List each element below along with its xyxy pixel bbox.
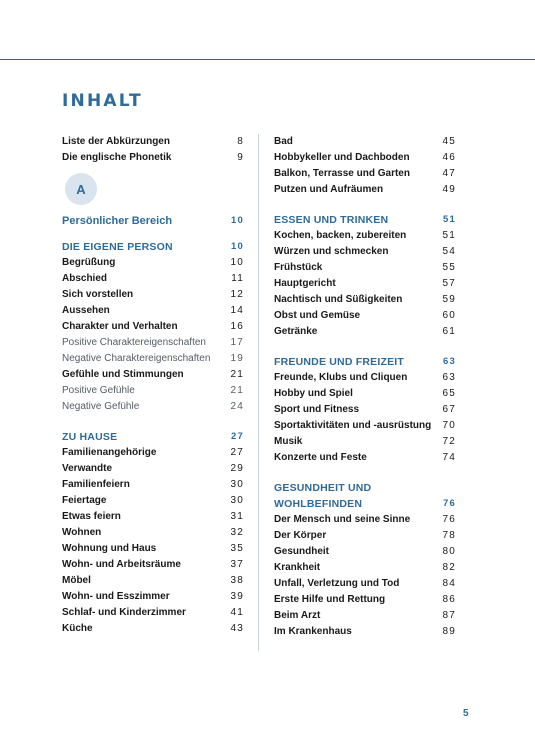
toc-left-group2: [62, 445, 244, 637]
toc-entry-page: 29: [230, 463, 244, 474]
toc-entry-page: 9: [237, 152, 244, 163]
toc-entry-label: Etwas feiern: [62, 511, 121, 522]
toc-entry-label: Negative Charaktereigenschaften: [62, 353, 211, 364]
toc-entry-label: Begrüßung: [62, 257, 116, 268]
toc-entry[interactable]: [62, 589, 244, 605]
toc-entry-page: 14: [230, 305, 244, 316]
toc-entry-label: Nachtisch und Süßigkeiten: [274, 294, 403, 305]
toc-entry-page: 82: [442, 562, 456, 573]
toc-entry-page: 70: [442, 420, 456, 431]
spacer: [274, 340, 456, 354]
toc-entry[interactable]: [62, 525, 244, 541]
toc-section-header-line2[interactable]: [274, 496, 456, 512]
toc-entry-label: Putzen und Aufräumen: [274, 184, 384, 195]
toc-entry[interactable]: [62, 509, 244, 525]
toc-section-label: ESSEN UND TRINKEN: [274, 214, 389, 226]
toc-entry-page: 46: [442, 152, 456, 163]
toc-entry-page: 67: [442, 404, 456, 415]
toc-entry[interactable]: [62, 367, 244, 383]
toc-section-page: 63: [443, 356, 456, 367]
toc-entry[interactable]: [274, 544, 456, 560]
toc-entry-page: 78: [442, 530, 456, 541]
toc-right-intro: [274, 134, 456, 198]
toc-entry-page: 60: [442, 310, 456, 321]
toc-column-left: [62, 134, 244, 637]
toc-entry-page: 89: [442, 626, 456, 637]
toc-entry[interactable]: [274, 528, 456, 544]
toc-entry[interactable]: [274, 324, 456, 340]
toc-entry-page: 27: [230, 447, 244, 458]
toc-entry[interactable]: [274, 386, 456, 402]
toc-entry-label: Erste Hilfe und Rettung: [274, 594, 386, 605]
toc-section-label: DIE EIGENE PERSON: [62, 241, 173, 253]
toc-entry-page: 61: [442, 326, 456, 337]
toc-section-header[interactable]: [62, 429, 244, 445]
toc-entry[interactable]: [274, 166, 456, 182]
toc-right-group3: [274, 512, 456, 640]
toc-entry-page: 17: [230, 337, 244, 348]
toc-entry-page: 55: [442, 262, 456, 273]
toc-entry-label: Feiertage: [62, 495, 107, 506]
toc-entry-label: Hobbykeller und Dachboden: [274, 152, 410, 163]
toc-entry-page: 21: [230, 385, 244, 396]
toc-entry[interactable]: [274, 608, 456, 624]
toc-entry-label: Die englische Phonetik: [62, 152, 172, 163]
toc-left-intro: [62, 134, 244, 166]
toc-entry-label: Hobby und Spiel: [274, 388, 353, 399]
toc-section-page: 27: [231, 431, 244, 442]
toc-entry-label: Balkon, Terrasse und Garten: [274, 168, 410, 179]
toc-entry-page: 59: [442, 294, 456, 305]
toc-entry[interactable]: [62, 557, 244, 573]
toc-entry-page: 45: [442, 136, 456, 147]
toc-entry-label: Freunde, Klubs und Cliquen: [274, 372, 408, 383]
toc-entry-label: Getränke: [274, 326, 318, 337]
section-letter-badge: A: [65, 173, 97, 205]
toc-entry-label: Sport und Fitness: [274, 404, 359, 415]
toc-entry[interactable]: [62, 573, 244, 589]
toc-entry-page: 72: [442, 436, 456, 447]
toc-section-header[interactable]: [274, 212, 456, 228]
toc-entry-label: Hauptgericht: [274, 278, 336, 289]
toc-entry[interactable]: [274, 260, 456, 276]
toc-entry[interactable]: [62, 493, 244, 509]
toc-entry-page: 49: [442, 184, 456, 195]
toc-entry-page: 84: [442, 578, 456, 589]
toc-entry-page: 39: [230, 591, 244, 602]
spacer: [274, 466, 456, 480]
toc-entry-page: 86: [442, 594, 456, 605]
toc-entry-page: 31: [230, 511, 244, 522]
toc-entry-label: Aussehen: [62, 305, 110, 316]
page-number: 5: [463, 708, 469, 719]
toc-entry[interactable]: [274, 150, 456, 166]
toc-entry-label: Küche: [62, 623, 93, 634]
toc-entry-page: 12: [230, 289, 244, 300]
toc-entry-page: 57: [442, 278, 456, 289]
toc-entry-page: 65: [442, 388, 456, 399]
toc-entry[interactable]: [62, 541, 244, 557]
toc-section-page: 76: [443, 498, 456, 509]
toc-entry[interactable]: [62, 255, 244, 271]
toc-entry[interactable]: [274, 592, 456, 608]
toc-entry-page: 30: [230, 495, 244, 506]
toc-entry[interactable]: [62, 134, 244, 150]
toc-entry[interactable]: [274, 418, 456, 434]
toc-entry[interactable]: [274, 450, 456, 466]
toc-entry-page: 16: [230, 321, 244, 332]
toc-entry-page: 51: [442, 230, 456, 241]
toc-entry-label: Im Krankenhaus: [274, 626, 352, 637]
toc-entry[interactable]: [274, 402, 456, 418]
toc-section-page: 10: [231, 241, 244, 252]
toc-left-group1: [62, 255, 244, 415]
toc-entry-label: Gesundheit: [274, 546, 330, 557]
toc-entry-page: 54: [442, 246, 456, 257]
toc-entry[interactable]: [274, 512, 456, 528]
toc-entry[interactable]: [62, 621, 244, 637]
toc-entry[interactable]: [274, 560, 456, 576]
spacer: [274, 198, 456, 212]
toc-entry-label: Bad: [274, 136, 293, 147]
toc-entry-label: Sich vorstellen: [62, 289, 134, 300]
toc-entry[interactable]: [274, 576, 456, 592]
toc-entry-label: Schlaf- und Kinderzimmer: [62, 607, 186, 618]
toc-entry-page: 47: [442, 168, 456, 179]
toc-section-header-line1[interactable]: [274, 480, 456, 496]
toc-entry-page: 24: [230, 401, 244, 412]
toc-entry-label: Der Körper: [274, 530, 327, 541]
toc-category-label: Persönlicher Bereich: [62, 215, 173, 227]
toc-entry-page: 21: [230, 369, 244, 380]
toc-entry-page: 32: [230, 527, 244, 538]
toc-entry-label: Würzen und schmecken: [274, 246, 389, 257]
toc-entry-label: Der Mensch und seine Sinne: [274, 514, 411, 525]
toc-entry-page: 35: [230, 543, 244, 554]
toc-category[interactable]: [62, 213, 244, 229]
toc-entry[interactable]: [274, 182, 456, 198]
toc-section-label: WOHLBEFINDEN: [274, 498, 363, 510]
column-divider: [258, 134, 259, 651]
toc-section-page: 51: [443, 214, 456, 225]
toc-right-group2: [274, 370, 456, 466]
toc-entry-label: Obst und Gemüse: [274, 310, 361, 321]
toc-entry[interactable]: [62, 605, 244, 621]
toc-entry-label: Gefühle und Stimmungen: [62, 369, 184, 380]
toc-section-label: ZU HAUSE: [62, 431, 118, 443]
toc-entry-label: Kochen, backen, zubereiten: [274, 230, 407, 241]
toc-entry-label: Positive Gefühle: [62, 385, 135, 396]
toc-right-group1: [274, 228, 456, 340]
toc-entry[interactable]: [62, 319, 244, 335]
toc-entry[interactable]: [62, 461, 244, 477]
toc-entry-page: 74: [442, 452, 456, 463]
toc-section-label: GESUNDHEIT UND: [274, 482, 372, 494]
toc-entry-label: Musik: [274, 436, 303, 447]
toc-entry-label: Liste der Abkürzungen: [62, 136, 170, 147]
toc-entry-page: 41: [230, 607, 244, 618]
toc-entry[interactable]: [62, 383, 244, 399]
toc-entry-label: Möbel: [62, 575, 91, 586]
toc-entry-page: 19: [230, 353, 244, 364]
toc-entry-label: Krankheit: [274, 562, 321, 573]
page-title: INHALT: [62, 91, 143, 111]
toc-entry-label: Negative Gefühle: [62, 401, 140, 412]
toc-entry-page: 76: [442, 514, 456, 525]
toc-entry-page: 11: [231, 273, 244, 284]
toc-entry-label: Familienangehörige: [62, 447, 157, 458]
toc-entry[interactable]: [274, 292, 456, 308]
toc-entry-page: 8: [237, 136, 244, 147]
top-rule: [0, 59, 535, 60]
toc-entry[interactable]: [62, 399, 244, 415]
toc-entry[interactable]: [274, 370, 456, 386]
toc-entry-label: Wohnung und Haus: [62, 543, 157, 554]
toc-section-header[interactable]: [62, 239, 244, 255]
toc-entry[interactable]: [274, 308, 456, 324]
toc-entry-label: Wohn- und Esszimmer: [62, 591, 170, 602]
toc-entry-page: 37: [230, 559, 244, 570]
toc-entry[interactable]: [62, 445, 244, 461]
toc-entry[interactable]: [62, 271, 244, 287]
toc-section-label: FREUNDE UND FREIZEIT: [274, 356, 404, 368]
toc-entry-page: 63: [442, 372, 456, 383]
toc-entry-label: Familienfeiern: [62, 479, 130, 490]
toc-entry[interactable]: [62, 335, 244, 351]
spacer: [62, 229, 244, 239]
toc-entry-label: Verwandte: [62, 463, 113, 474]
toc-entry-label: Positive Charaktereigenschaften: [62, 337, 206, 348]
spacer: [62, 415, 244, 429]
toc-entry-label: Konzerte und Feste: [274, 452, 367, 463]
toc-entry-label: Frühstück: [274, 262, 323, 273]
toc-entry-page: 38: [230, 575, 244, 586]
toc-category-page: 10: [231, 215, 244, 226]
toc-section-header[interactable]: [274, 354, 456, 370]
toc-entry-label: Sportaktivitäten und -ausrüstung: [274, 420, 432, 431]
toc-entry[interactable]: [62, 351, 244, 367]
toc-entry[interactable]: [62, 150, 244, 166]
toc-entry[interactable]: [274, 434, 456, 450]
toc-entry-label: Wohnen: [62, 527, 102, 538]
toc-entry[interactable]: [274, 624, 456, 640]
toc-entry[interactable]: [62, 477, 244, 493]
toc-entry-page: 80: [442, 546, 456, 557]
toc-entry[interactable]: [274, 228, 456, 244]
toc-entry[interactable]: [274, 276, 456, 292]
toc-entry-label: Abschied: [62, 273, 108, 284]
toc-entry-label: Wohn- und Arbeitsräume: [62, 559, 181, 570]
toc-entry-label: Beim Arzt: [274, 610, 321, 621]
toc-entry-label: Unfall, Verletzung und Tod: [274, 578, 400, 589]
toc-entry[interactable]: [62, 303, 244, 319]
toc-column-right: [274, 134, 456, 640]
toc-entry-page: 30: [230, 479, 244, 490]
toc-entry-page: 87: [442, 610, 456, 621]
toc-entry[interactable]: [274, 134, 456, 150]
toc-entry[interactable]: [274, 244, 456, 260]
toc-entry[interactable]: [62, 287, 244, 303]
toc-entry-label: Charakter und Verhalten: [62, 321, 178, 332]
toc-entry-page: 10: [230, 257, 244, 268]
toc-entry-page: 43: [230, 623, 244, 634]
